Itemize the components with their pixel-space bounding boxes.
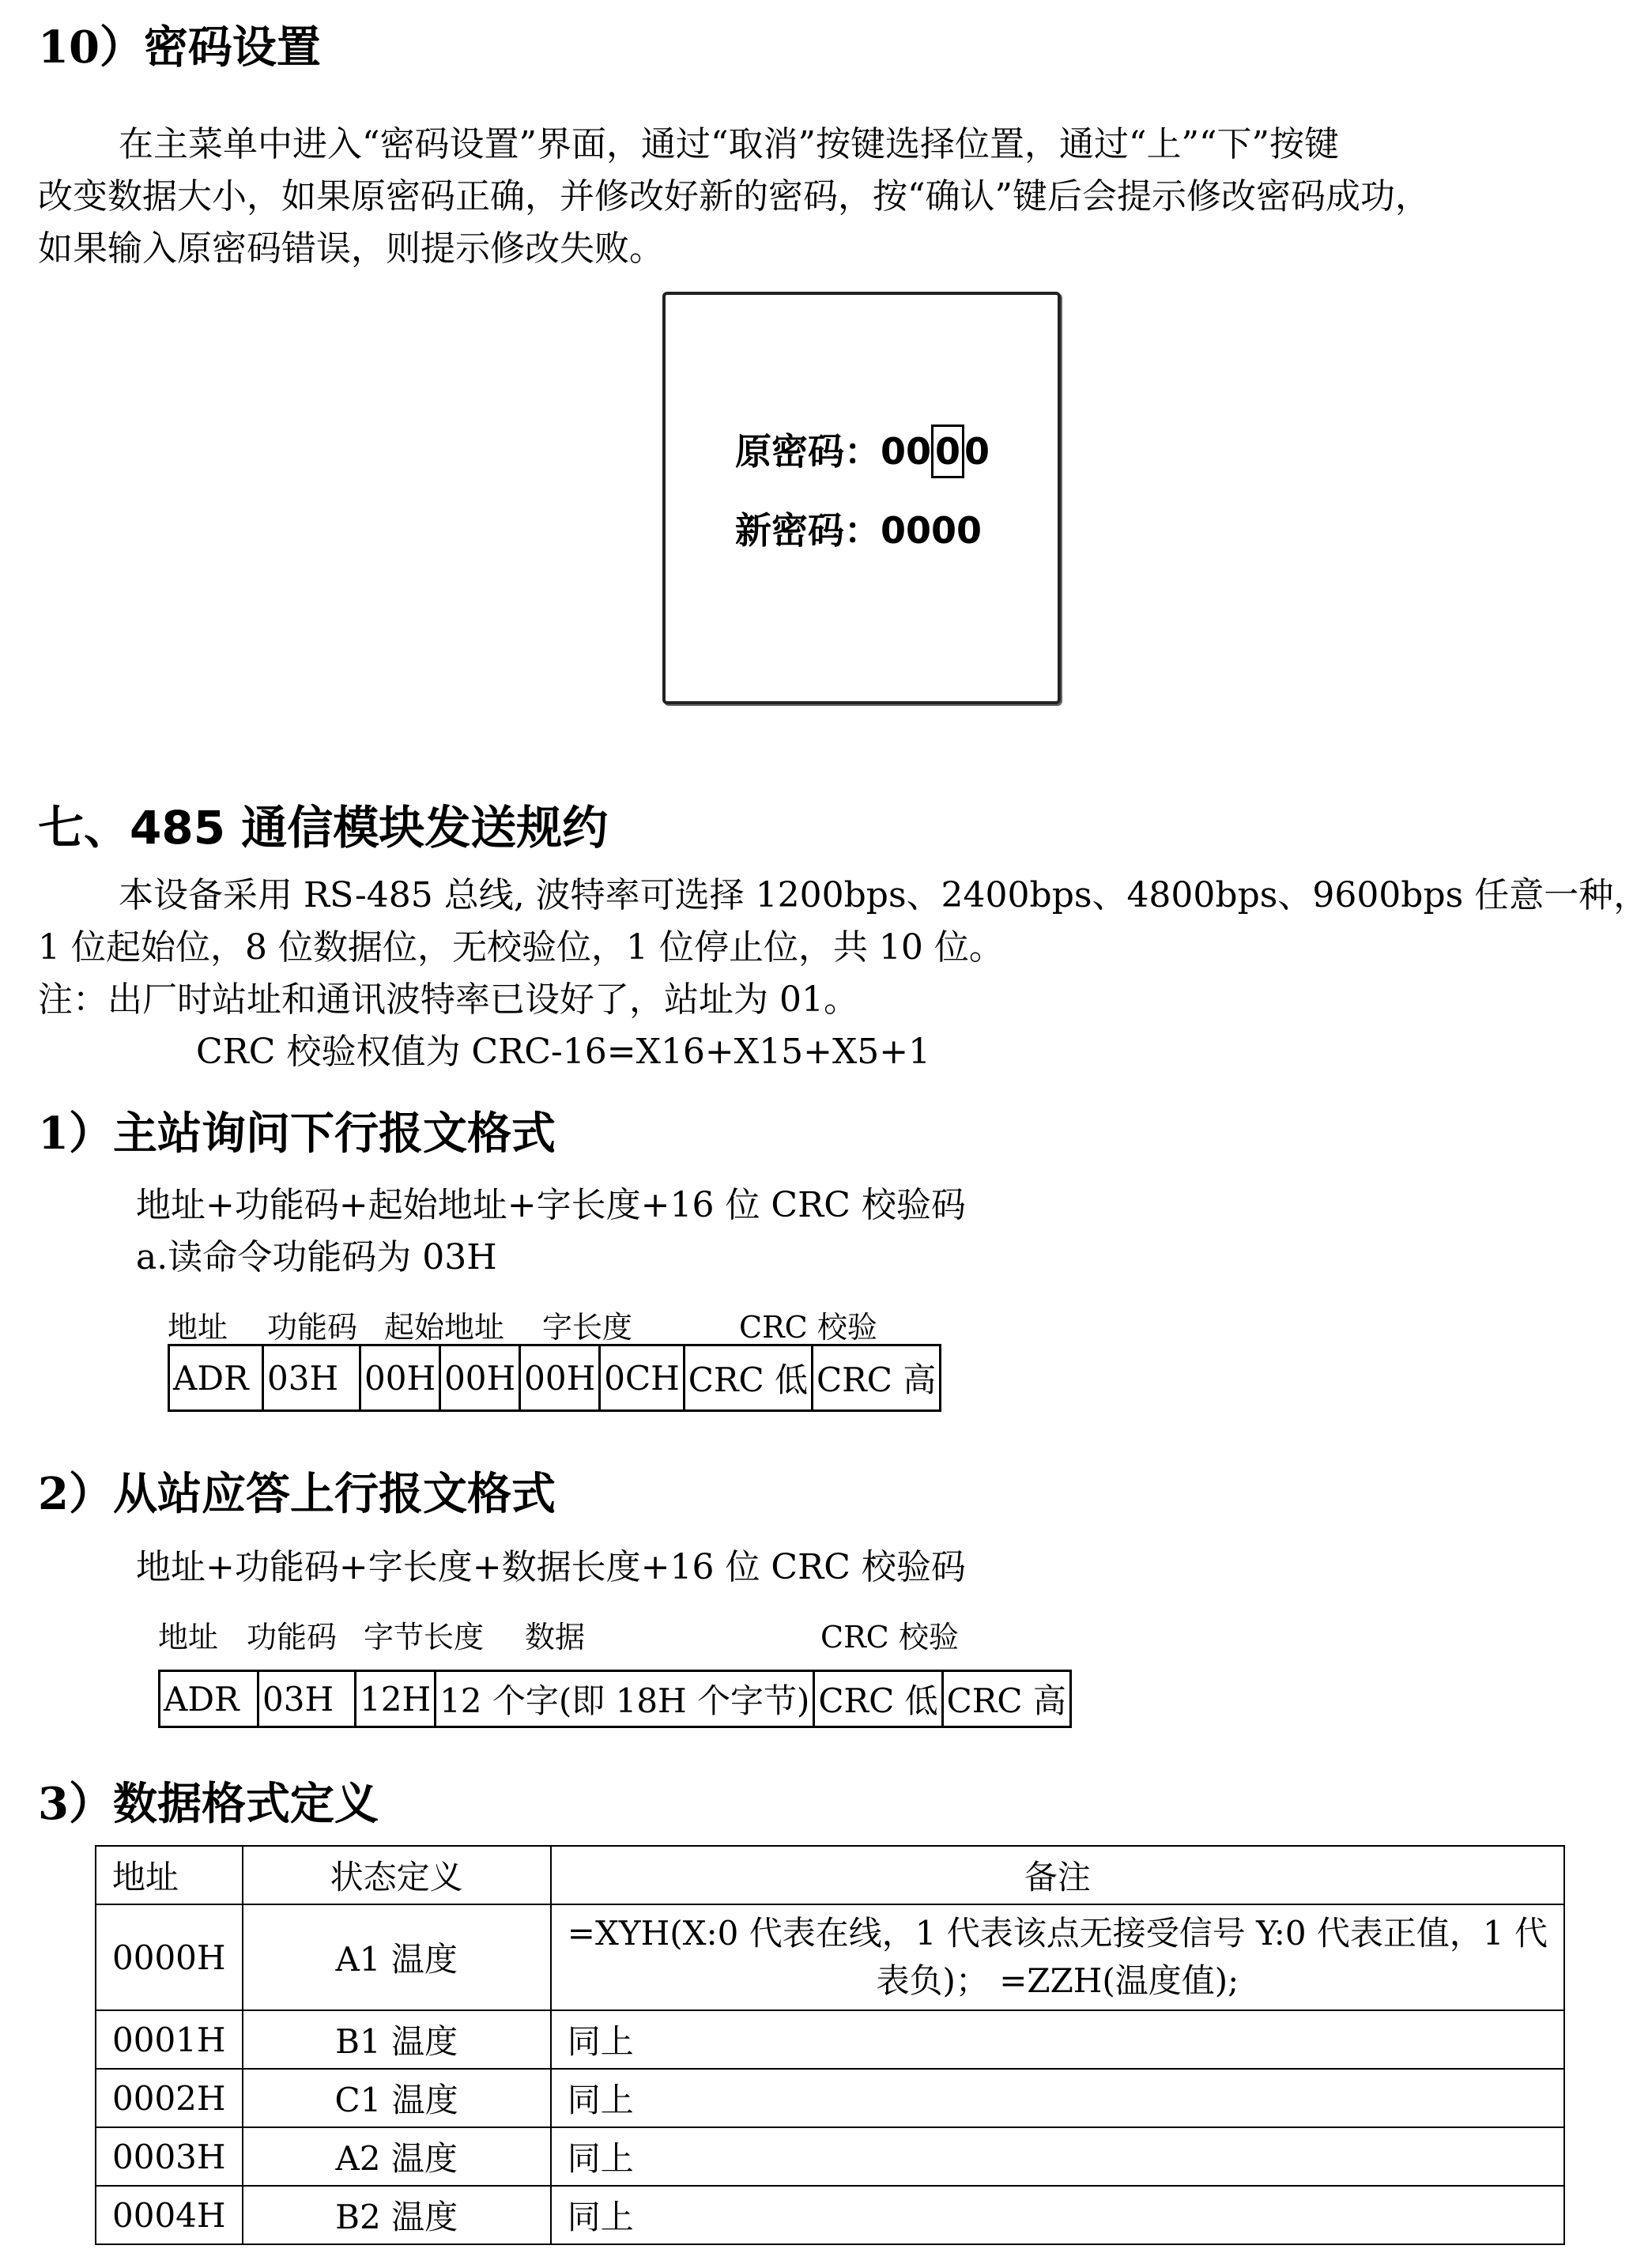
- data-format-table: [95, 1845, 1565, 2245]
- old-password-label: 原密码：: [735, 430, 881, 473]
- protocol-para-line2: 1 位起始位，8 位数据位，无校验位，1 位停止位，共 10 位。: [38, 927, 1004, 968]
- sub2-format-line: 地址+功能码+字长度+数据长度+16 位 CRC 校验码: [136, 1547, 966, 1587]
- table-row: [96, 2069, 1564, 2127]
- frame1-cell-crc-hi: CRC 高: [812, 1345, 940, 1411]
- cursor-digit[interactable]: 0: [931, 425, 964, 478]
- sub-heading-1: 1）主站询问下行报文格式: [38, 1108, 556, 1160]
- new-password-label: 新密码：: [735, 509, 881, 552]
- frame2-label-data: 数据: [525, 1620, 586, 1655]
- frame2-cell-byte-len: 12H: [356, 1671, 436, 1727]
- header-remark: 备注: [551, 1846, 1564, 1904]
- old-password-last-digit: 0: [964, 430, 990, 473]
- table-row: [96, 2010, 1564, 2069]
- section-heading-password: 10）密码设置: [38, 21, 321, 74]
- row-remark: 同上: [551, 2069, 1564, 2127]
- row-address: 0002H: [96, 2069, 243, 2127]
- header-address: 地址: [96, 1846, 243, 1904]
- old-password-row: [735, 423, 990, 478]
- sub1-read-command-line: a.读命令功能码为 03H: [136, 1237, 497, 1277]
- row-definition: A2 温度: [243, 2127, 551, 2186]
- row-remark: 同上: [551, 2186, 1564, 2244]
- frame1-cell-len-hi: 00H: [520, 1345, 600, 1411]
- frame2-label-crc: CRC 校验: [820, 1620, 959, 1655]
- frame2-label-function: 功能码: [247, 1620, 338, 1655]
- password-screen: [662, 292, 1061, 704]
- row-address: 0001H: [96, 2010, 243, 2069]
- row-definition: A1 温度: [243, 1904, 551, 2010]
- row-definition: B1 温度: [243, 2010, 551, 2069]
- frame1-label-crc: CRC 校验: [739, 1310, 877, 1345]
- frame1-cell-crc-lo: CRC 低: [684, 1345, 812, 1411]
- row-remark: [551, 1904, 1564, 2010]
- frame1-cell-start-hi: 00H: [360, 1345, 440, 1411]
- frame2-label-byte-length: 字节长度: [364, 1620, 485, 1655]
- frame1-label-function: 功能码: [267, 1310, 358, 1345]
- new-password-value: 0000: [881, 509, 983, 552]
- row-address: 0000H: [96, 1904, 243, 2010]
- row-definition: B2 温度: [243, 2186, 551, 2244]
- frame1-label-word-length: 字长度: [542, 1310, 633, 1345]
- table-row: [96, 2127, 1564, 2186]
- row-remark: 同上: [551, 2127, 1564, 2186]
- sub1-format-line: 地址+功能码+起始地址+字长度+16 位 CRC 校验码: [136, 1185, 966, 1225]
- sub-heading-3: 3）数据格式定义: [38, 1778, 379, 1830]
- remark-line-2: 表负)； =ZZH(温度值);: [876, 1961, 1239, 2000]
- row-remark: 同上: [551, 2010, 1564, 2069]
- frame2-cell-crc-lo: CRC 低: [814, 1671, 942, 1727]
- section-heading-protocol: 七、485 通信模块发送规约: [38, 801, 609, 855]
- protocol-crc-line: CRC 校验权值为 CRC-16=X16+X15+X5+1: [196, 1032, 931, 1072]
- frame1-cell-func: 03H: [263, 1345, 360, 1411]
- frame2-cell-crc-hi: CRC 高: [942, 1671, 1070, 1727]
- row-definition: C1 温度: [243, 2069, 551, 2127]
- password-para-line3: 如果输入原密码错误，则提示修改失败。: [38, 228, 664, 269]
- frame2-cell-data: 12 个字(即 18H 个字节): [436, 1671, 814, 1727]
- row-address: 0004H: [96, 2186, 243, 2244]
- frame2-cell-func: 03H: [258, 1671, 356, 1727]
- response-frame-table: [158, 1670, 1072, 1728]
- new-password-row: [735, 502, 982, 554]
- frame1-cell-start-lo: 00H: [440, 1345, 520, 1411]
- frame1-label-start-address: 起始地址: [384, 1310, 505, 1345]
- protocol-para-line1: 本设备采用 RS-485 总线, 波特率可选择 1200bps、2400bps、4800bps、9600bps 任意一种，: [119, 875, 1649, 915]
- frame1-cell-len-lo: 0CH: [600, 1345, 684, 1411]
- row-address: 0003H: [96, 2127, 243, 2186]
- protocol-note: 注：出厂时站址和通讯波特率已设好了，站址为 01。: [38, 979, 858, 1020]
- remark-line-1: =XYH(X:0 代表在线，1 代表该点无接受信号 Y:0 代表正值，1 代: [567, 1914, 1548, 1953]
- sub-heading-2: 2）从站应答上行报文格式: [38, 1468, 556, 1520]
- old-password-digits: 00: [881, 430, 932, 473]
- table-row: [96, 2186, 1564, 2244]
- table-row: [96, 1904, 1564, 2010]
- request-frame-table: [168, 1344, 941, 1412]
- password-para-line1: 在主菜单中进入“密码设置”界面，通过“取消”按键选择位置，通过“上”“下”按键: [119, 124, 1339, 164]
- frame2-cell-adr: ADR: [160, 1671, 258, 1727]
- header-state-definition: 状态定义: [243, 1846, 551, 1904]
- frame1-label-address: 地址: [168, 1310, 228, 1345]
- frame2-label-address: 地址: [158, 1620, 219, 1655]
- frame1-cell-adr: ADR: [169, 1345, 263, 1411]
- password-para-line2: 改变数据大小，如果原密码正确，并修改好新的密码，按“确认”键后会提示修改密码成功，: [38, 176, 1430, 217]
- table-header-row: [96, 1846, 1564, 1904]
